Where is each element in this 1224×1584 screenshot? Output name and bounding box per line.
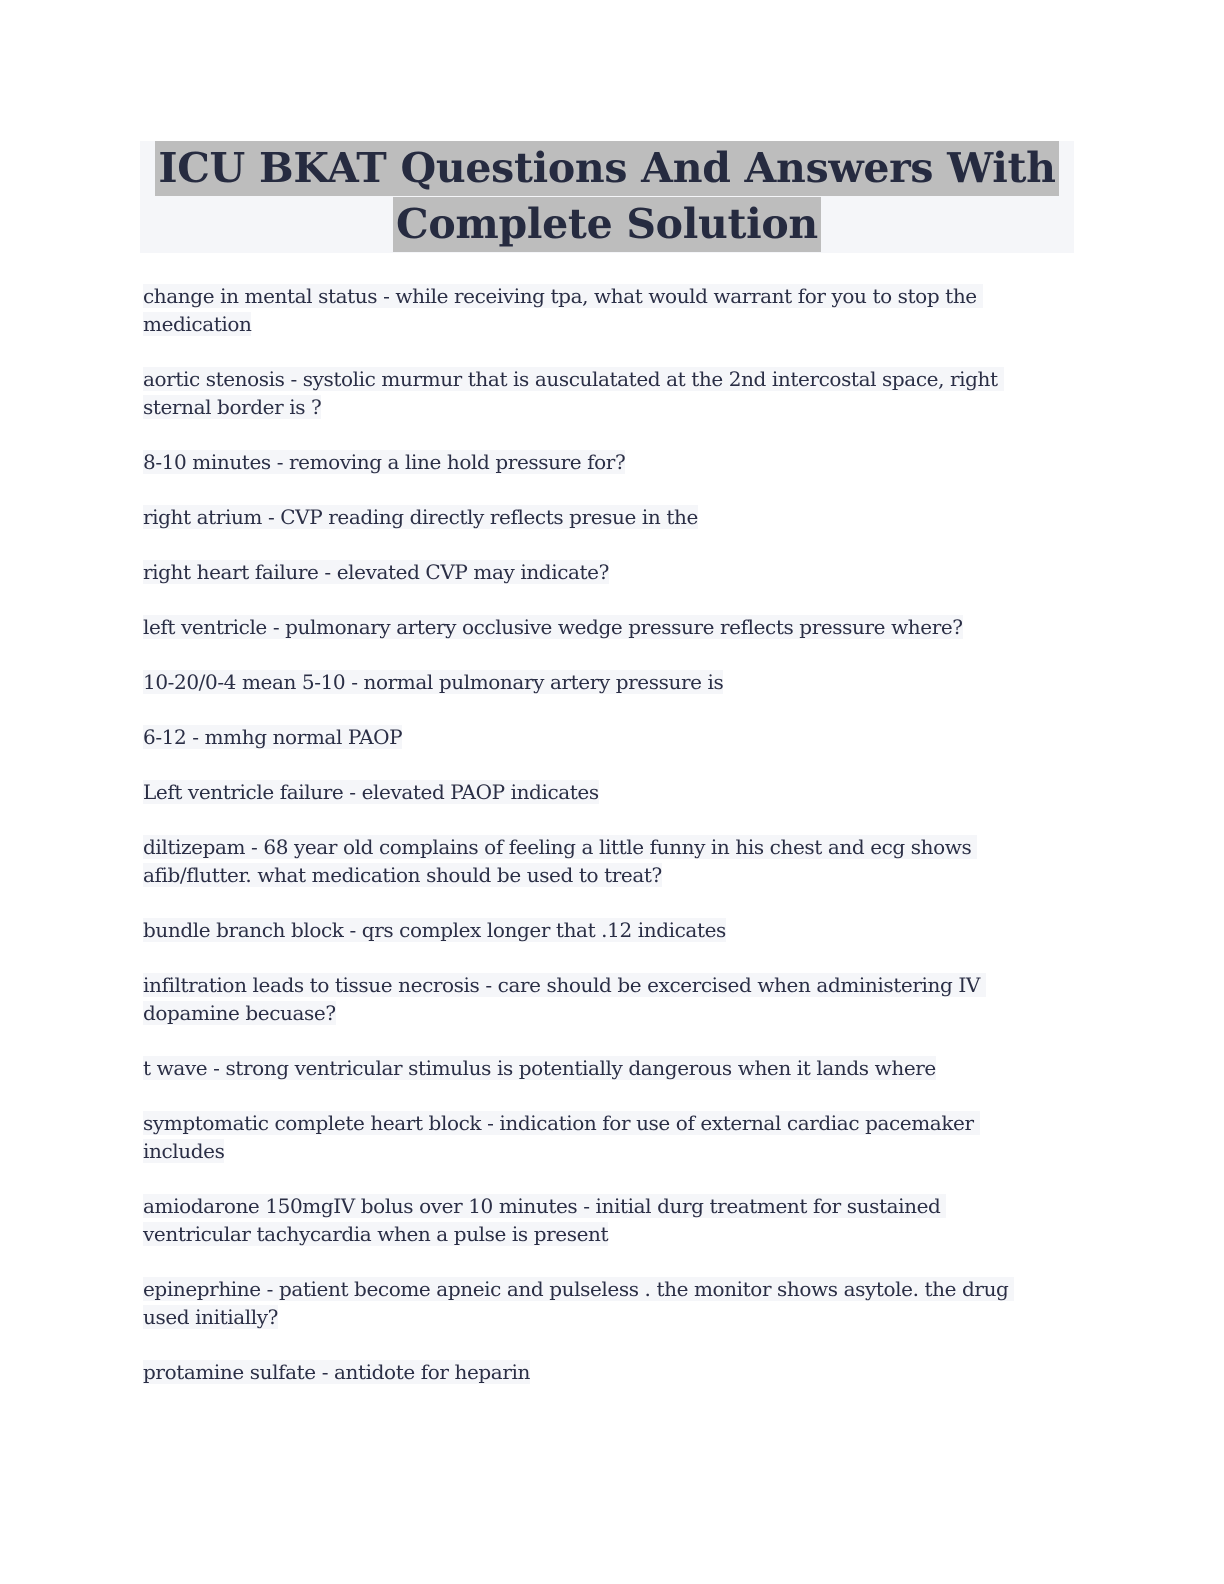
qa-list [143, 282, 1043, 1413]
qa-item [143, 365, 1043, 421]
qa-text: right atrium - CVP reading directly reflects presue in the [143, 505, 698, 529]
qa-text: diltizepam - 68 year old complains of feeling a little funny in his chest and ecg shows afib/flutter. what medication should be used to treat? [143, 835, 978, 887]
qa-item [143, 1275, 1043, 1331]
qa-text: epineprhine - patient become apneic and pulseless . the monitor shows asytole. the drug used initially? [143, 1277, 1015, 1329]
qa-item [143, 971, 1043, 1027]
qa-item [143, 558, 1043, 586]
qa-text: 6-12 - mmhg normal PAOP [143, 725, 403, 749]
qa-item [143, 282, 1043, 338]
qa-text: infiltration leads to tissue necrosis - care should be excercised when administering IV dopamine becuase? [143, 973, 986, 1025]
qa-item [143, 1109, 1043, 1165]
qa-text: t wave - strong ventricular stimulus is potentially dangerous when it lands where [143, 1056, 936, 1080]
qa-text: 10-20/0-4 mean 5-10 - normal pulmonary artery pressure is [143, 670, 724, 694]
qa-item [143, 613, 1043, 641]
qa-item [143, 448, 1043, 476]
qa-text: 8-10 minutes - removing a line hold pressure for? [143, 450, 626, 474]
qa-item [143, 723, 1043, 751]
qa-item [143, 916, 1043, 944]
qa-item [143, 668, 1043, 696]
qa-item [143, 833, 1043, 889]
title-line-2: Complete Solution [393, 197, 821, 252]
qa-text: Left ventricle failure - elevated PAOP indicates [143, 780, 599, 804]
document-title [140, 141, 1074, 253]
qa-text: bundle branch block - qrs complex longer that .12 indicates [143, 918, 726, 942]
qa-item [143, 1358, 1043, 1386]
qa-text: change in mental status - while receiving tpa, what would warrant for you to stop the medication [143, 284, 983, 336]
title-line-1: ICU BKAT Questions And Answers With [155, 141, 1058, 196]
qa-text: amiodarone 150mgIV bolus over 10 minutes - initial durg treatment for sustained ventricular tachycardia when a pulse is present [143, 1194, 947, 1246]
qa-text: aortic stenosis - systolic murmur that is ausculatated at the 2nd intercostal space, right sternal border is ? [143, 367, 1004, 419]
qa-text: symptomatic complete heart block - indication for use of external cardiac pacemaker includes [143, 1111, 980, 1163]
qa-text: right heart failure - elevated CVP may indicate? [143, 560, 609, 584]
qa-item [143, 503, 1043, 531]
qa-text: protamine sulfate - antidote for heparin [143, 1360, 530, 1384]
qa-item [143, 1054, 1043, 1082]
qa-text: left ventricle - pulmonary artery occlusive wedge pressure reflects pressure where? [143, 615, 963, 639]
qa-item [143, 778, 1043, 806]
qa-item [143, 1192, 1043, 1248]
